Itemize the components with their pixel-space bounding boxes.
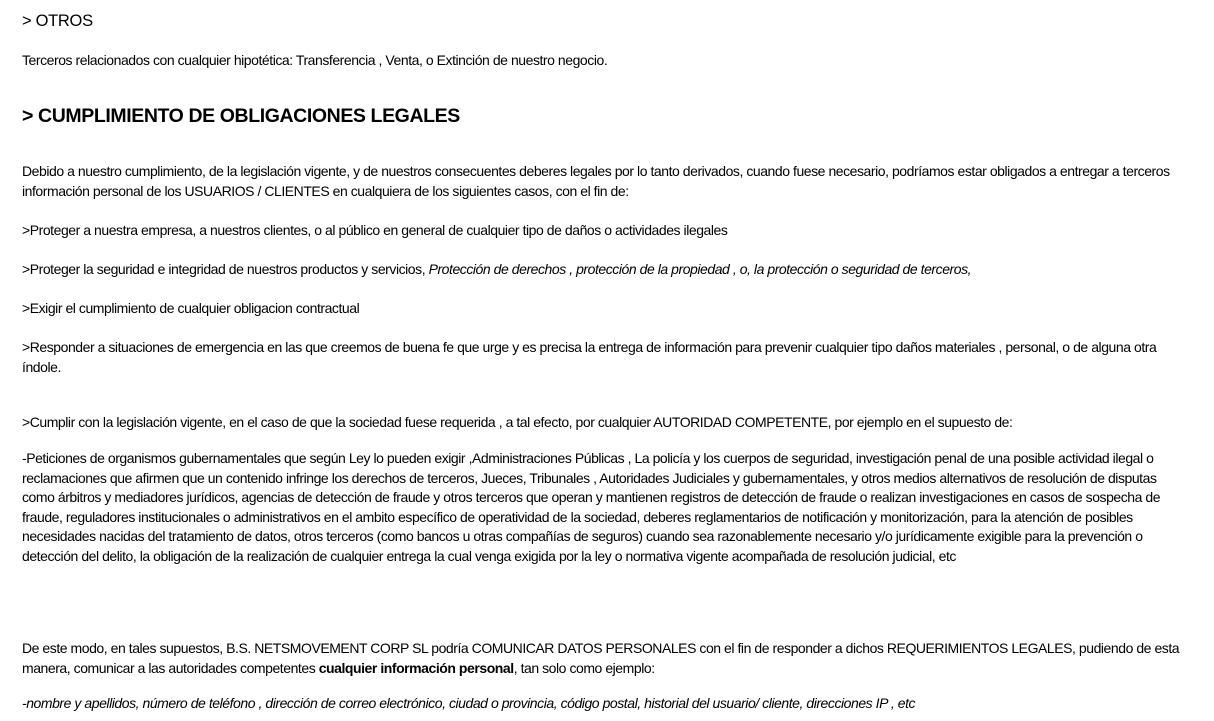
ejemplo-datos: -nombre y apellidos, número de teléfono , dirección de correo electrónico, ciudad o provincia, código postal, historial del usuario/ cliente, direcciones IP , etc	[22, 695, 916, 711]
modo-paragraph	[22, 639, 1182, 678]
cumplimiento-heading: > CUMPLIMIENTO DE OBLIGACIONES LEGALES	[22, 105, 460, 127]
item-proteger-seguridad-italic: Protección de derechos , protección de la propiedad , o, la protección o seguridad de terceros,	[428, 261, 972, 277]
item-proteger-empresa: >Proteger a nuestra empresa, a nuestros clientes, o al público en general de cualquier tipo de daños o actividades ilegales	[22, 222, 728, 238]
item-proteger-seguridad	[22, 260, 1182, 280]
peticiones-paragraph: -Peticiones de organismos gubernamentales que según Ley lo pueden exigir ,Administraciones Públicas , La policía y los cuerpos de seguridad, investigación penal de una posible actividad ilegal o reclamaciones que afirmen que un contenido infringe los derechos de terceros, Jueces, Tribunales , Autoridades Judiciales y gubernamentales, y otros medios alternativos de resolución de disputas como árbitros y mediadores jurídicos, agencias de detección de fraude y otros terceros que operan y mantienen registros de detección de fraude o realizan investigaciones en casos de sospecha de fraude, reguladores institucionales o administrativos en el ambito específico de operatividad de la sociedad, deberes reglamentarios de notificación y monitorización, para la atención de posibles necesidades nacidas del tratamiento de datos, otros terceros (como bancos u otras compañías de seguros) cuando sea razonablemente necesario y/o jurídicamente exigible para la prevención o detección del delito, la obligación de la realización de cualquier entrega la cual venga exigida por la ley o normativa vigente acompañada de resolución judicial, etc	[22, 450, 1161, 564]
otros-heading: > OTROS	[22, 12, 93, 30]
item-exigir: >Exigir el cumplimiento de cualquier obligacion contractual	[22, 300, 360, 316]
cumplimiento-intro: Debido a nuestro cumplimiento, de la legislación vigente, y de nuestros consecuentes deberes legales por lo tanto derivados, cuando fuese necesario, podríamos estar obligados a entregar a terceros información personal de los USUARIOS / CLIENTES en cualquiera de los siguientes casos, con el fin de:	[22, 163, 1170, 199]
modo-text-before: De este modo, en tales supuestos, B.S. NETSMOVEMENT CORP SL podría COMUNICAR DATOS PERSONALES con el fin de responder a dichos REQUERIMIENTOS LEGALES, pudiendo de esta manera, comunicar a las autoridades competentes	[22, 640, 1180, 676]
item-responder: >Responder a situaciones de emergencia en las que creemos de buena fe que urge y es precisa la entrega de información para prevenir cualquier tipo daños materiales , personal, o de alguna otra índole.	[22, 339, 1157, 375]
item-cumplir: >Cumplir con la legislación vigente, en el caso de que la sociedad fuese requerida , a tal efecto, por cualquier AUTORIDAD COMPETENTE, por ejemplo en el supuesto de:	[22, 414, 1013, 430]
modo-text-after: , tan solo como ejemplo:	[513, 659, 655, 676]
modo-text-bold: cualquier información personal	[318, 659, 514, 676]
otros-text: Terceros relacionados con cualquier hipotética: Transferencia , Venta, o Extinción de nuestro negocio.	[22, 52, 608, 68]
item-proteger-seguridad-plain: >Proteger la seguridad e integridad de nuestros productos y servicios,	[22, 261, 429, 277]
